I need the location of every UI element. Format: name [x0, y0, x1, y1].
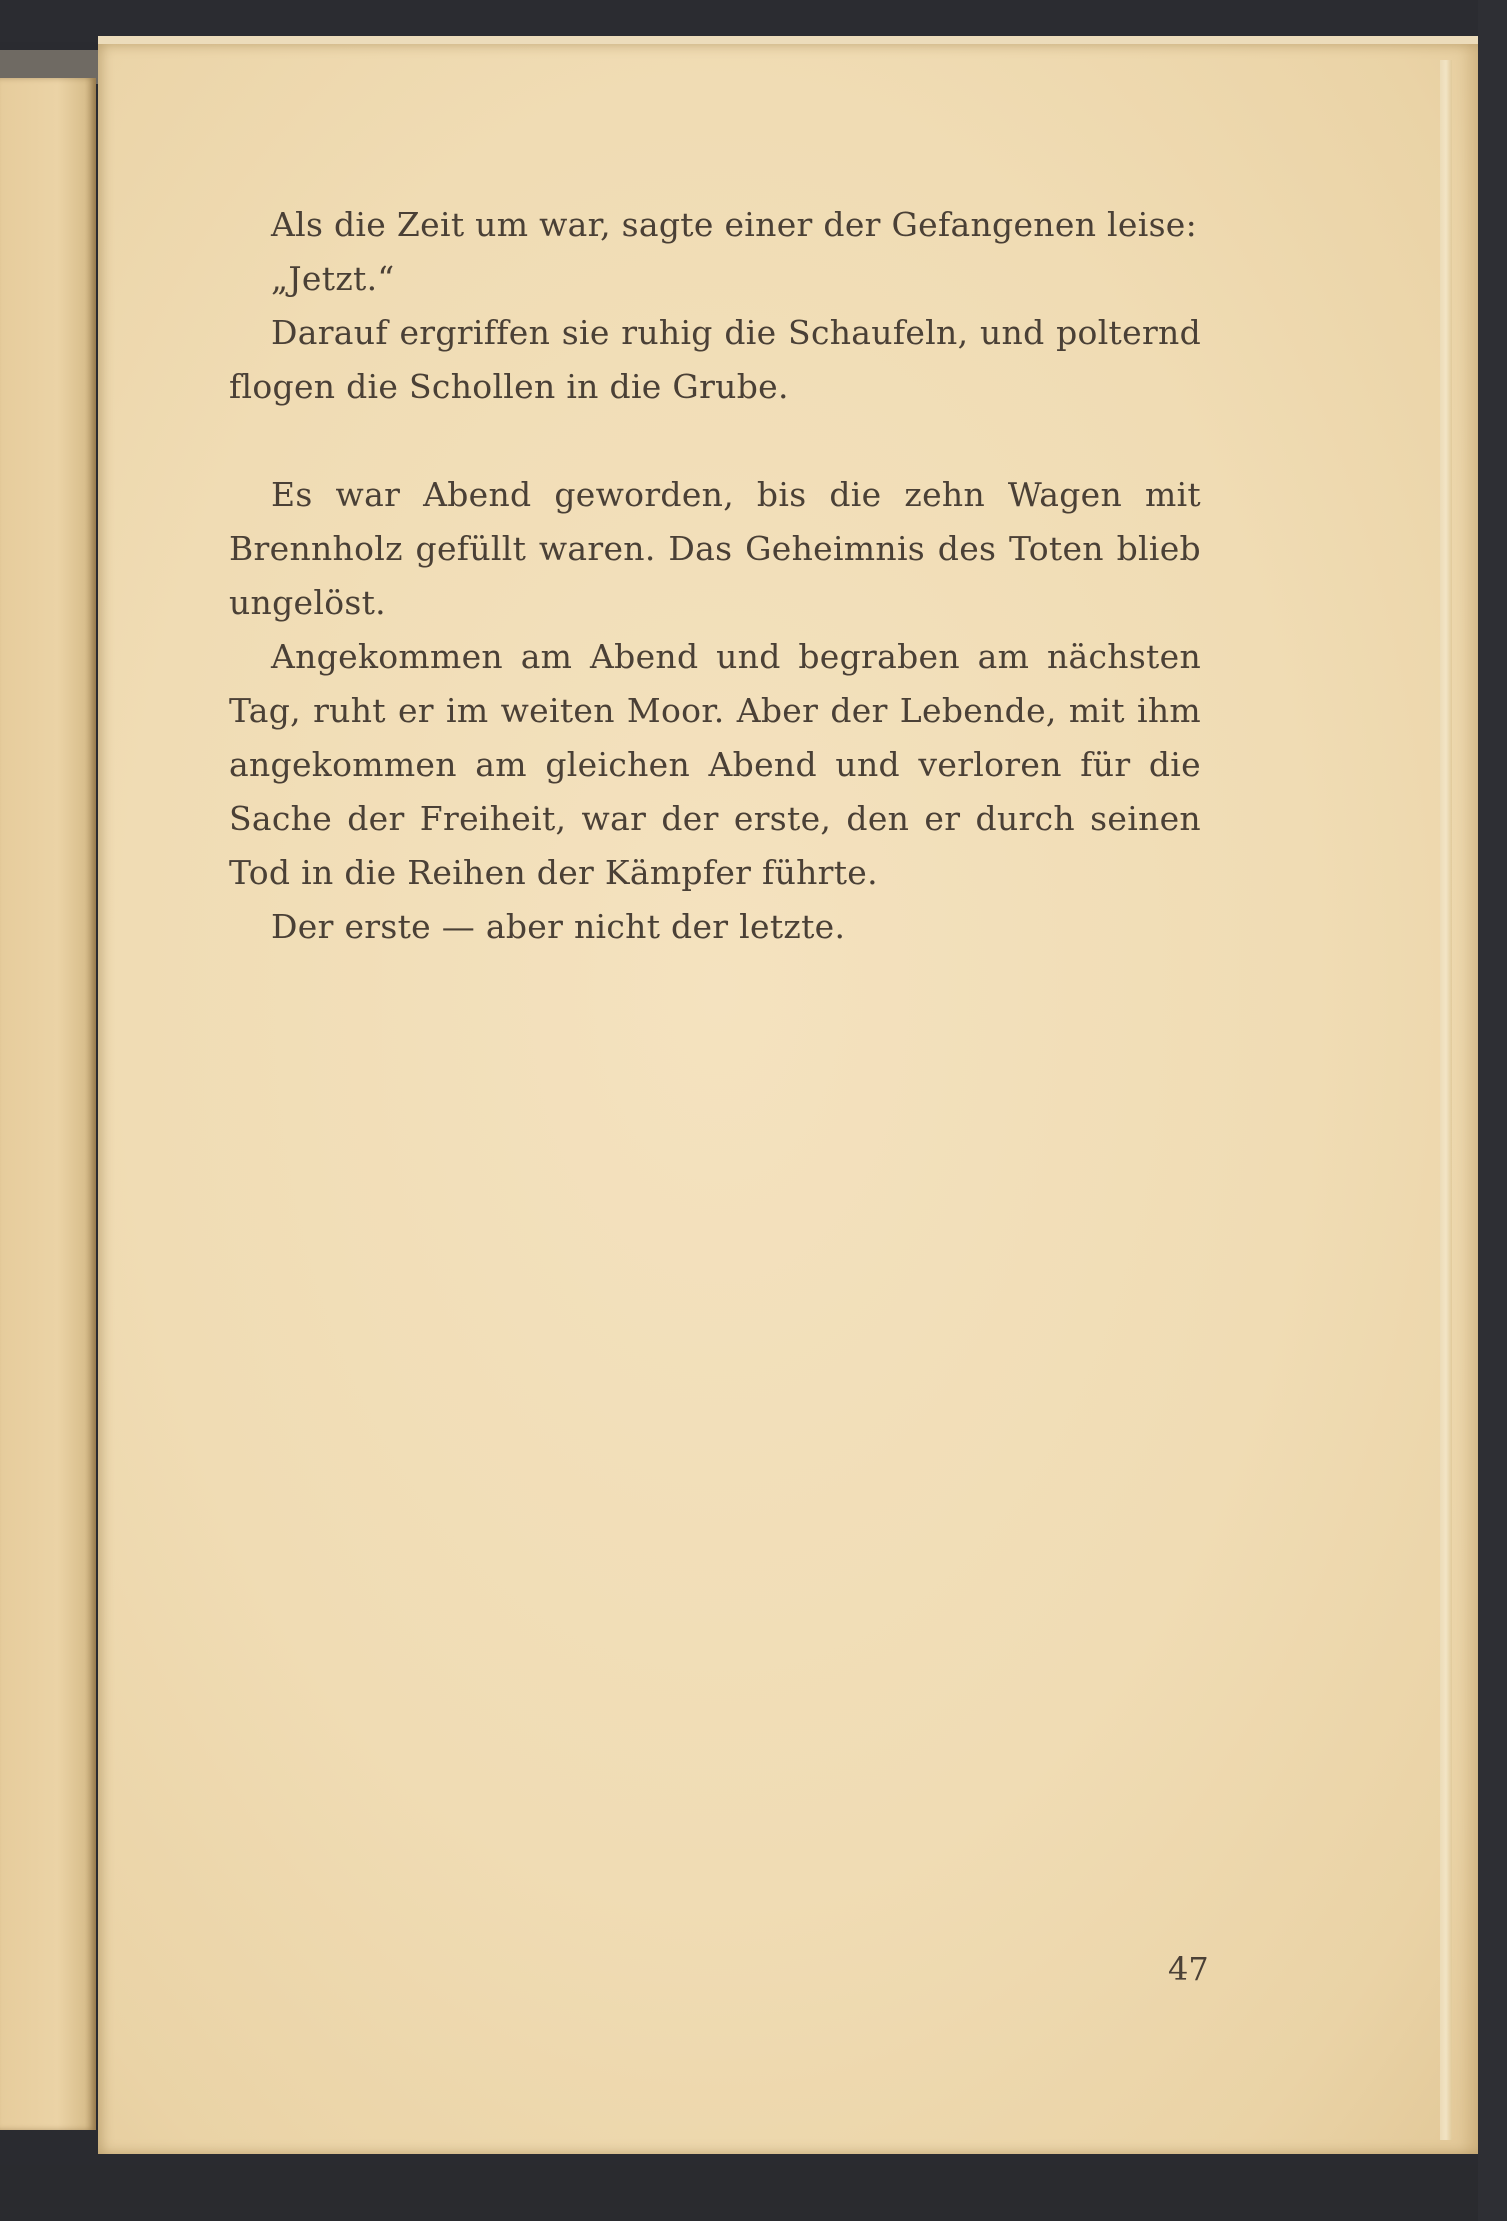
left-facing-page	[0, 78, 96, 2130]
paragraph: Als die Zeit um war, sagte einer der Gefangenen leise:	[271, 205, 1198, 244]
page-text	[229, 198, 1201, 954]
book-cover-right	[1478, 0, 1507, 2221]
paragraph: Angekommen am Abend und begraben am nächsten Tag, ruht er im weiten Moor. Aber der Lebende, mit ihm angekommen am gleichen Abend und verloren für die Sache der Freiheit, war der erste, den er durch seinen Tod in die Reihen der Kämpfer führte.	[229, 637, 1201, 892]
paragraph: Darauf ergriffen sie ruhig die Schaufeln, und polternd flogen die Schollen in die Grube.	[229, 313, 1201, 406]
paragraph: Es war Abend geworden, bis die zehn Wagen mit Brennholz gefüllt waren. Das Geheimnis des Toten blieb ungelöst.	[229, 475, 1201, 622]
page-edge	[1440, 60, 1452, 2140]
paragraph: „Jetzt.“	[271, 259, 395, 298]
book-cover-bottom	[0, 2165, 1507, 2221]
page-number: 47	[1168, 1950, 1209, 1988]
section-break	[229, 414, 1201, 468]
paragraph: Der erste — aber nicht der letzte.	[271, 907, 846, 946]
